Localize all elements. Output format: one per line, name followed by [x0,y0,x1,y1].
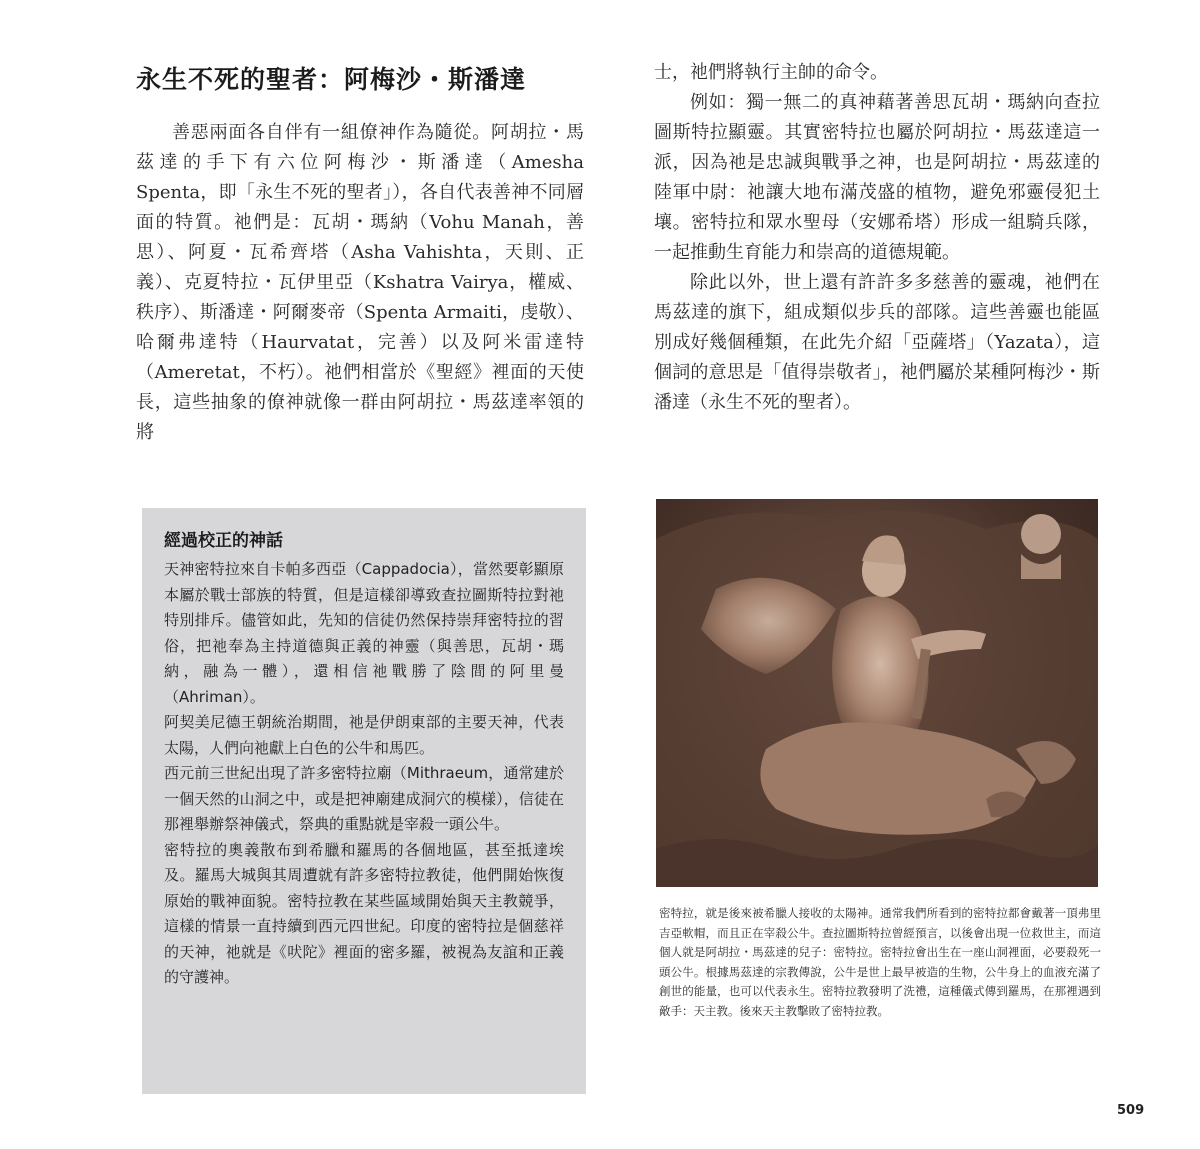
article-title: 永生不死的聖者：阿梅沙・斯潘達 [136,65,527,94]
sidebar-paragraph: 天神密特拉來自卡帕多西亞（Cappadocia），當然要彰顯原本屬於戰士部族的特質，但是這樣卻導致查拉圖斯特拉對祂特別排斥。儘管如此，先知的信徒仍然保持崇拜密特拉的習俗，把祂奉為主持道德與正義的神靈（與善思，瓦胡・瑪納，融為一體），還相信祂戰勝了陰間的阿里曼（Ahriman）。 [164,560,564,706]
relief-illustration [656,499,1098,887]
figure-caption: 密特拉，就是後來被希臘人接收的太陽神。通常我們所看到的密特拉都會戴著一頂弗里吉亞軟帽，而且正在宰殺公牛。查拉圖斯特拉曾經預言，以後會出現一位救世主，而這個人就是阿胡拉・馬茲達的兒子：密特拉。密特拉會出生在一座山洞裡面，必要殺死一頭公牛。根據馬茲達的宗教傳說，公牛是世上最早被造的生物，公牛身上的血液充滿了創世的能量，也可以代表永生。密特拉教發明了洗禮，這種儀式傳到羅馬，在那裡遇到敵手：天主教。後來天主教擊敗了密特拉教。 [659,906,1101,1018]
sidebar-paragraph: 阿契美尼德王朝統治期間，祂是伊朗東部的主要天神，代表太陽，人們向祂獻上白色的公牛和馬匹。 [164,713,564,757]
paragraph: 例如：獨一無二的真神藉著善思瓦胡・瑪納向查拉圖斯特拉顯靈。其實密特拉也屬於阿胡拉・馬茲達這一派，因為祂是忠誠與戰爭之神，也是阿胡拉・馬茲達的陸軍中尉：祂讓大地布滿茂盛的植物，避免邪靈侵犯土壤。密特拉和眾水聖母（安娜希塔）形成一組騎兵隊，一起推動生育能力和崇高的道德規範。 [654,92,1100,263]
sidebar-paragraph: 密特拉的奧義散布到希臘和羅馬的各個地區，甚至抵達埃及。羅馬大城與其周遭就有許多密特拉教徒，他們開始恢復原始的戰神面貌。密特拉教在某些區域開始與天主教競爭，這樣的情景一直持續到西元四世紀。印度的密特拉是個慈祥的天神，祂就是《吠陀》裡面的密多羅，被視為友誼和正義的守護神。 [164,840,564,986]
paragraph: 士，祂們將執行主帥的命令。 [654,62,888,83]
sidebar-box [142,508,586,1094]
sidebar-paragraph: 西元前三世紀出現了許多密特拉廟（Mithraeum，通常建於一個天然的山洞之中，或是把神廟建成洞穴的模樣），信徒在那裡舉辦祭神儀式，祭典的重點就是宰殺一頭公牛。 [164,764,564,833]
paragraph: 除此以外，世上還有許許多多慈善的靈魂，祂們在馬茲達的旗下，組成類似步兵的部隊。這些善靈也能區別成好幾個種類，在此先介紹「亞薩塔」（Yazata），這個詞的意思是「值得崇敬者」，祂們屬於某種阿梅沙・斯潘達（永生不死的聖者）。 [654,272,1100,413]
sidebar-title: 經過校正的神話 [164,531,283,551]
mithras-relief-photo [656,499,1098,887]
page-number: 509 [1117,1103,1145,1118]
left-text-column [136,118,584,448]
right-text-column [654,58,1100,418]
paragraph: 善惡兩面各自伴有一組僚神作為隨從。阿胡拉・馬茲達的手下有六位阿梅沙・斯潘達（Amesha Spenta，即「永生不死的聖者」），各自代表善神不同層面的特質。祂們是：瓦胡・瑪納（Vohu Manah，善思）、阿夏・瓦希齊塔（Asha Vahishta，天則、正義）、克夏特拉・瓦伊里亞（Kshatra Vairya，權威、秩序）、斯潘達・阿爾麥帝（Spenta Armaiti，虔敬）、哈爾弗達特（Haurvatat，完善）以及阿米雷達特（Ameretat，不朽）。祂們相當於《聖經》裡面的天使長，這些抽象的僚神就像一群由阿胡拉・馬茲達率領的將 [136,122,584,443]
